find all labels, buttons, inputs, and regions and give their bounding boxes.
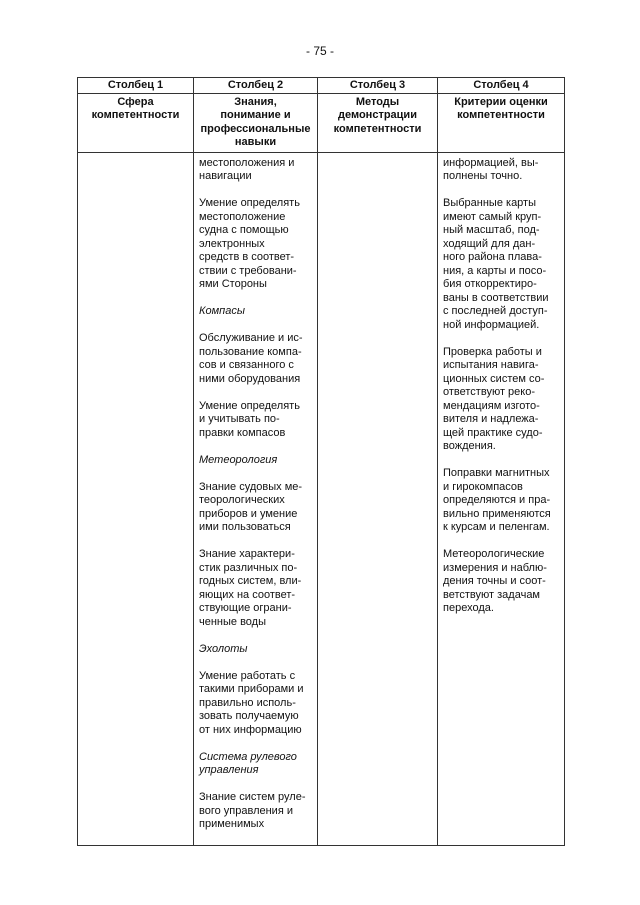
cell-paragraph: Знание систем руле- вого управления и применимых	[199, 791, 306, 830]
cell-paragraph: Обслуживание и ис- пользование компа- сов и связанного с ними оборудования	[199, 332, 303, 385]
cell-paragraph: информацией, вы- полнены точно.	[443, 156, 539, 182]
column-number-2: Столбец 2	[194, 78, 318, 94]
section-heading: Компасы	[199, 305, 245, 317]
evaluation-criteria-cell	[438, 152, 565, 846]
page-number: - 75 -	[305, 44, 334, 58]
column-number-4: Столбец 4	[438, 78, 565, 94]
cell-paragraph: Проверка работы и испытания навига- ционных систем со- ответствуют реко- мендациям изгото- вителя и надлежа- щей практике судо- вождения.	[443, 345, 545, 452]
competence-area-cell	[78, 152, 194, 846]
cell-paragraph: Знание характери- стик различных по- годных систем, вли- яющих на соответ- ствующие ограни- ченные воды	[199, 548, 302, 628]
knowledge-cell	[194, 152, 318, 846]
demonstration-methods-cell	[318, 152, 438, 846]
column-number-row	[78, 78, 565, 94]
column-title-1: Сфера компетентности	[78, 93, 194, 152]
section-heading: Система рулевого управления	[199, 750, 297, 776]
column-number-1: Столбец 1	[78, 78, 194, 94]
column-number-3: Столбец 3	[318, 78, 438, 94]
cell-paragraph: Поправки магнитных и гирокомпасов определяются и пра- вильно применяются к курсам и пеленгам.	[443, 467, 551, 533]
cell-paragraph: Выбранные карты имеют самый круп- ный масштаб, под- ходящий для дан- ного района плава- ния, а карты и посо- бия откорректиро- ваны в соответствии с последней доступ- ной информацией.	[443, 197, 549, 331]
column-title-row	[78, 93, 565, 152]
cell-paragraph: местоположения и навигации	[199, 156, 295, 182]
section-heading: Эхолоты	[199, 642, 248, 655]
cell-paragraph: Умение работать с такими приборами и правильно исполь- зовать получаемую от них информацию	[199, 669, 304, 736]
table-row	[78, 152, 565, 846]
section-heading: Метеорология	[199, 453, 278, 466]
column-title-2: Знания, понимание и профессиональные навыки	[194, 93, 318, 152]
column-title-4: Критерии оценки компетентности	[438, 93, 565, 152]
cell-paragraph: Умение определять и учитывать по- правки компасов	[199, 399, 300, 439]
cell-paragraph: Знание судовых ме- теорологических приборов и умение ими пользоваться	[199, 480, 303, 533]
cell-paragraph: Умение определять местоположение судна с помощью электронных средств в соответ- ствии с требовани- ями Стороны	[199, 197, 300, 290]
competence-table	[77, 77, 565, 846]
cell-paragraph: Метеорологические измерения и наблю- дения точны и соот- ветствуют задачам перехода.	[443, 548, 547, 614]
column-title-3: Методы демонстрации компетентности	[318, 93, 438, 152]
